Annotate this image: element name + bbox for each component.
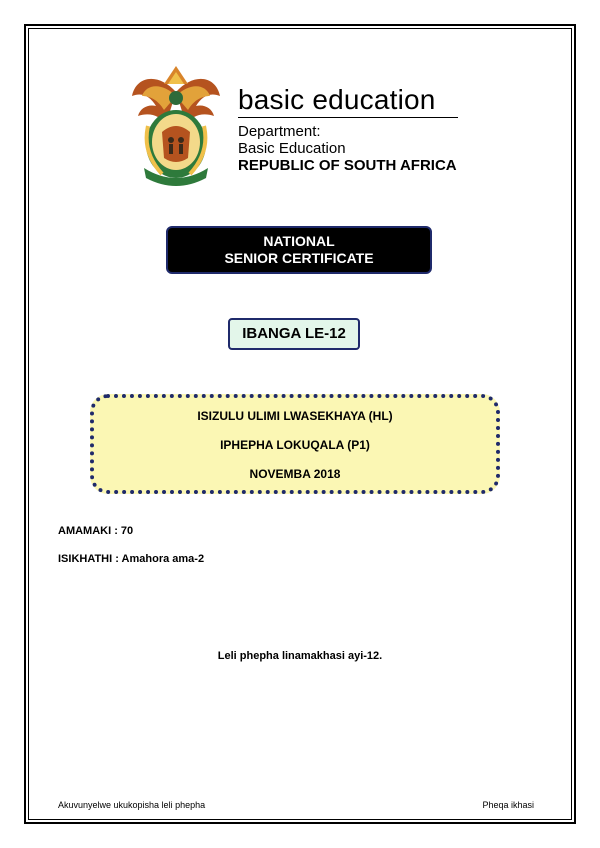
coat-of-arms-icon: [128, 62, 224, 186]
subject-date: NOVEMBA 2018: [249, 467, 341, 481]
certificate-line1: NATIONAL: [263, 233, 335, 249]
department-label: Department:: [238, 123, 321, 140]
pages-note: Leli phepha linamakhasi ayi-12.: [217, 650, 383, 662]
copyright-notice: Akuvunyelwe ukukopisha leli phepha: [58, 800, 206, 810]
turn-page-note: Pheqa ikhasi: [482, 800, 534, 810]
subject-paper: IPHEPHA LOKUQALA (P1): [220, 438, 370, 452]
grade-box: IBANGA LE-12: [228, 318, 360, 350]
country-name: REPUBLIC OF SOUTH AFRICA: [238, 157, 457, 174]
brand-block: [238, 84, 478, 174]
time-label: ISIKHATHI : Amahora ama-2: [58, 553, 205, 565]
brand-title: basic education: [238, 84, 458, 118]
subject-box: [90, 394, 500, 494]
department-name: Basic Education: [238, 140, 346, 157]
subject-name: ISIZULU ULIMI LWASEKHAYA (HL): [197, 409, 393, 423]
marks-label: AMAMAKI : 70: [58, 525, 134, 537]
certificate-box: [166, 226, 432, 274]
certificate-line2: SENIOR CERTIFICATE: [224, 250, 374, 266]
